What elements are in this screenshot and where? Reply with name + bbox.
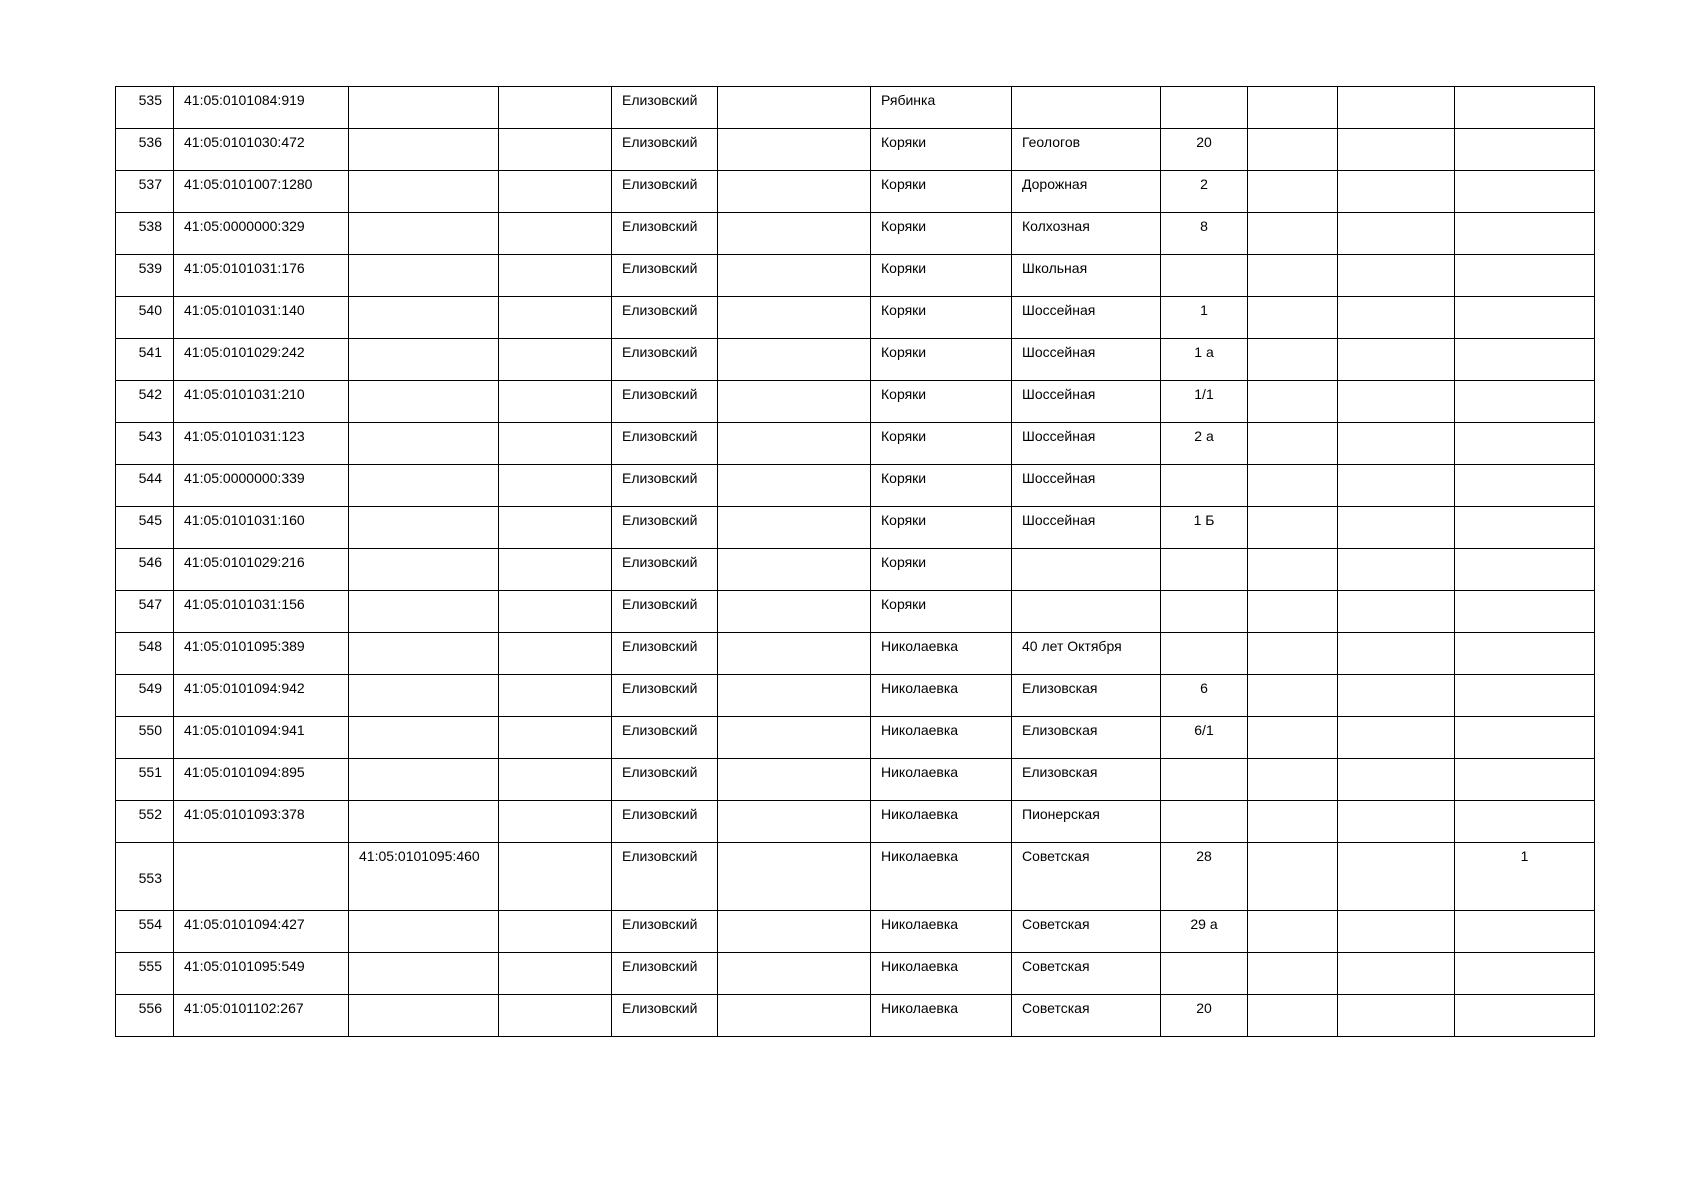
empty-cell — [718, 759, 871, 801]
empty-cell — [1338, 297, 1455, 339]
cadastral-alt-cell — [349, 465, 499, 507]
row-number-cell: 556 — [116, 995, 174, 1037]
cadastral-alt-cell — [349, 911, 499, 953]
empty-cell — [718, 465, 871, 507]
cadastral-alt-cell — [349, 129, 499, 171]
cadastral-alt-cell — [349, 423, 499, 465]
empty-cell — [1338, 465, 1455, 507]
empty-cell — [1248, 87, 1338, 129]
locality-cell: Коряки — [871, 465, 1012, 507]
house-number-cell — [1161, 87, 1248, 129]
count-cell — [1455, 87, 1595, 129]
empty-cell — [1248, 633, 1338, 675]
street-cell: 40 лет Октября — [1012, 633, 1161, 675]
empty-cell — [718, 297, 871, 339]
empty-cell — [718, 255, 871, 297]
empty-cell — [1248, 423, 1338, 465]
locality-cell: Николаевка — [871, 995, 1012, 1037]
district-cell: Елизовский — [612, 339, 718, 381]
street-cell: Советская — [1012, 953, 1161, 995]
table-row — [116, 633, 1595, 675]
empty-cell — [1338, 549, 1455, 591]
cadastral-alt-cell — [349, 801, 499, 843]
table-row — [116, 549, 1595, 591]
row-number-cell: 542 — [116, 381, 174, 423]
registry-table — [115, 86, 1595, 1037]
empty-cell — [718, 87, 871, 129]
locality-cell: Коряки — [871, 381, 1012, 423]
district-cell: Елизовский — [612, 843, 718, 911]
district-cell: Елизовский — [612, 213, 718, 255]
empty-cell — [1338, 129, 1455, 171]
street-cell: Шоссейная — [1012, 381, 1161, 423]
count-cell — [1455, 995, 1595, 1037]
count-cell — [1455, 255, 1595, 297]
empty-cell — [499, 381, 612, 423]
cadastral-alt-cell — [349, 381, 499, 423]
empty-cell — [1338, 591, 1455, 633]
count-cell — [1455, 465, 1595, 507]
district-cell: Елизовский — [612, 171, 718, 213]
table-row — [116, 911, 1595, 953]
house-number-cell — [1161, 549, 1248, 591]
locality-cell: Рябинка — [871, 87, 1012, 129]
empty-cell — [499, 549, 612, 591]
empty-cell — [1338, 801, 1455, 843]
cadastral-alt-cell — [349, 87, 499, 129]
district-cell: Елизовский — [612, 717, 718, 759]
house-number-cell — [1161, 633, 1248, 675]
locality-cell: Николаевка — [871, 843, 1012, 911]
empty-cell — [499, 843, 612, 911]
cadastral-number-cell: 41:05:0101007:1280 — [174, 171, 349, 213]
locality-cell: Коряки — [871, 591, 1012, 633]
empty-cell — [499, 995, 612, 1037]
empty-cell — [718, 717, 871, 759]
cadastral-number-cell: 41:05:0101095:549 — [174, 953, 349, 995]
empty-cell — [718, 911, 871, 953]
locality-cell: Коряки — [871, 213, 1012, 255]
cadastral-number-cell: 41:05:0101031:156 — [174, 591, 349, 633]
count-cell — [1455, 759, 1595, 801]
locality-cell: Коряки — [871, 255, 1012, 297]
empty-cell — [1338, 255, 1455, 297]
empty-cell — [718, 801, 871, 843]
empty-cell — [1338, 633, 1455, 675]
table-row — [116, 507, 1595, 549]
house-number-cell: 20 — [1161, 129, 1248, 171]
count-cell — [1455, 675, 1595, 717]
street-cell: Пионерская — [1012, 801, 1161, 843]
table-row — [116, 339, 1595, 381]
table-row — [116, 129, 1595, 171]
locality-cell: Николаевка — [871, 953, 1012, 995]
house-number-cell: 8 — [1161, 213, 1248, 255]
cadastral-number-cell: 41:05:0101029:216 — [174, 549, 349, 591]
row-number-cell: 539 — [116, 255, 174, 297]
district-cell: Елизовский — [612, 591, 718, 633]
row-number-cell: 535 — [116, 87, 174, 129]
cadastral-number-cell: 41:05:0101093:378 — [174, 801, 349, 843]
row-number-cell: 549 — [116, 675, 174, 717]
table-body — [116, 87, 1595, 1037]
table-row — [116, 843, 1595, 911]
district-cell: Елизовский — [612, 995, 718, 1037]
cadastral-alt-cell — [349, 213, 499, 255]
cadastral-number-cell: 41:05:0101030:472 — [174, 129, 349, 171]
empty-cell — [1248, 465, 1338, 507]
empty-cell — [499, 507, 612, 549]
table-row — [116, 423, 1595, 465]
empty-cell — [499, 633, 612, 675]
district-cell: Елизовский — [612, 507, 718, 549]
table-row — [116, 171, 1595, 213]
table-row — [116, 381, 1595, 423]
table-row — [116, 591, 1595, 633]
empty-cell — [1248, 759, 1338, 801]
table-row — [116, 759, 1595, 801]
empty-cell — [718, 339, 871, 381]
empty-cell — [1248, 953, 1338, 995]
cadastral-alt-cell — [349, 339, 499, 381]
locality-cell: Коряки — [871, 339, 1012, 381]
cadastral-number-cell: 41:05:0101031:176 — [174, 255, 349, 297]
district-cell: Елизовский — [612, 87, 718, 129]
cadastral-alt-cell — [349, 591, 499, 633]
house-number-cell: 20 — [1161, 995, 1248, 1037]
count-cell — [1455, 911, 1595, 953]
district-cell: Елизовский — [612, 381, 718, 423]
street-cell: Советская — [1012, 995, 1161, 1037]
street-cell: Шоссейная — [1012, 297, 1161, 339]
empty-cell — [499, 213, 612, 255]
empty-cell — [1338, 995, 1455, 1037]
empty-cell — [499, 255, 612, 297]
table-row — [116, 801, 1595, 843]
house-number-cell: 1/1 — [1161, 381, 1248, 423]
district-cell: Елизовский — [612, 675, 718, 717]
street-cell — [1012, 87, 1161, 129]
cadastral-number-cell: 41:05:0101084:919 — [174, 87, 349, 129]
empty-cell — [1338, 423, 1455, 465]
cadastral-alt-cell — [349, 255, 499, 297]
row-number-cell: 547 — [116, 591, 174, 633]
empty-cell — [499, 465, 612, 507]
table-row — [116, 717, 1595, 759]
empty-cell — [499, 171, 612, 213]
house-number-cell — [1161, 465, 1248, 507]
empty-cell — [1338, 759, 1455, 801]
empty-cell — [718, 129, 871, 171]
street-cell: Школьная — [1012, 255, 1161, 297]
empty-cell — [718, 549, 871, 591]
count-cell: 1 — [1455, 843, 1595, 911]
cadastral-alt-cell — [349, 717, 499, 759]
empty-cell — [1338, 171, 1455, 213]
table-row — [116, 213, 1595, 255]
locality-cell: Коряки — [871, 297, 1012, 339]
count-cell — [1455, 423, 1595, 465]
empty-cell — [499, 675, 612, 717]
count-cell — [1455, 297, 1595, 339]
row-number-cell: 551 — [116, 759, 174, 801]
district-cell: Елизовский — [612, 549, 718, 591]
empty-cell — [499, 297, 612, 339]
row-number-cell: 546 — [116, 549, 174, 591]
count-cell — [1455, 171, 1595, 213]
street-cell: Колхозная — [1012, 213, 1161, 255]
empty-cell — [499, 801, 612, 843]
house-number-cell — [1161, 591, 1248, 633]
empty-cell — [1338, 717, 1455, 759]
empty-cell — [1338, 507, 1455, 549]
row-number-cell: 548 — [116, 633, 174, 675]
locality-cell: Николаевка — [871, 911, 1012, 953]
table-row — [116, 675, 1595, 717]
street-cell: Советская — [1012, 843, 1161, 911]
district-cell: Елизовский — [612, 129, 718, 171]
house-number-cell: 2 — [1161, 171, 1248, 213]
cadastral-number-cell: 41:05:0101031:210 — [174, 381, 349, 423]
empty-cell — [718, 953, 871, 995]
street-cell — [1012, 549, 1161, 591]
count-cell — [1455, 339, 1595, 381]
empty-cell — [718, 213, 871, 255]
street-cell: Елизовская — [1012, 759, 1161, 801]
house-number-cell — [1161, 759, 1248, 801]
cadastral-alt-cell — [349, 759, 499, 801]
district-cell: Елизовский — [612, 953, 718, 995]
house-number-cell: 6 — [1161, 675, 1248, 717]
district-cell: Елизовский — [612, 759, 718, 801]
empty-cell — [1248, 591, 1338, 633]
street-cell: Елизовская — [1012, 675, 1161, 717]
row-number-cell: 537 — [116, 171, 174, 213]
cadastral-number-cell: 41:05:0000000:329 — [174, 213, 349, 255]
locality-cell: Николаевка — [871, 675, 1012, 717]
empty-cell — [1338, 339, 1455, 381]
row-number-cell: 553 — [116, 843, 174, 911]
district-cell: Елизовский — [612, 465, 718, 507]
cadastral-alt-cell — [349, 549, 499, 591]
house-number-cell: 1 Б — [1161, 507, 1248, 549]
house-number-cell: 1 а — [1161, 339, 1248, 381]
count-cell — [1455, 549, 1595, 591]
empty-cell — [718, 381, 871, 423]
count-cell — [1455, 633, 1595, 675]
district-cell: Елизовский — [612, 911, 718, 953]
table-row — [116, 953, 1595, 995]
house-number-cell: 6/1 — [1161, 717, 1248, 759]
count-cell — [1455, 213, 1595, 255]
row-number-cell: 552 — [116, 801, 174, 843]
row-number-cell: 536 — [116, 129, 174, 171]
cadastral-number-cell: 41:05:0101094:941 — [174, 717, 349, 759]
empty-cell — [1338, 843, 1455, 911]
count-cell — [1455, 507, 1595, 549]
empty-cell — [1338, 87, 1455, 129]
empty-cell — [718, 843, 871, 911]
empty-cell — [499, 591, 612, 633]
empty-cell — [1248, 675, 1338, 717]
house-number-cell: 1 — [1161, 297, 1248, 339]
house-number-cell: 2 а — [1161, 423, 1248, 465]
empty-cell — [1248, 339, 1338, 381]
district-cell: Елизовский — [612, 801, 718, 843]
cadastral-number-cell: 41:05:0101094:895 — [174, 759, 349, 801]
cadastral-number-cell — [174, 843, 349, 911]
table-row — [116, 995, 1595, 1037]
street-cell: Дорожная — [1012, 171, 1161, 213]
locality-cell: Николаевка — [871, 759, 1012, 801]
empty-cell — [718, 591, 871, 633]
cadastral-number-cell: 41:05:0101102:267 — [174, 995, 349, 1037]
count-cell — [1455, 129, 1595, 171]
empty-cell — [718, 633, 871, 675]
cadastral-number-cell: 41:05:0101095:389 — [174, 633, 349, 675]
district-cell: Елизовский — [612, 633, 718, 675]
empty-cell — [1248, 717, 1338, 759]
row-number-cell: 544 — [116, 465, 174, 507]
locality-cell: Николаевка — [871, 633, 1012, 675]
row-number-cell: 540 — [116, 297, 174, 339]
cadastral-number-cell: 41:05:0101094:942 — [174, 675, 349, 717]
empty-cell — [718, 507, 871, 549]
locality-cell: Коряки — [871, 549, 1012, 591]
empty-cell — [1248, 549, 1338, 591]
empty-cell — [1248, 129, 1338, 171]
empty-cell — [1248, 801, 1338, 843]
empty-cell — [1248, 911, 1338, 953]
cadastral-alt-cell: 41:05:0101095:460 — [349, 843, 499, 911]
row-number-cell: 538 — [116, 213, 174, 255]
cadastral-number-cell: 41:05:0101031:123 — [174, 423, 349, 465]
house-number-cell — [1161, 953, 1248, 995]
empty-cell — [1338, 911, 1455, 953]
table-row — [116, 297, 1595, 339]
cadastral-alt-cell — [349, 633, 499, 675]
district-cell: Елизовский — [612, 297, 718, 339]
cadastral-alt-cell — [349, 995, 499, 1037]
cadastral-alt-cell — [349, 297, 499, 339]
district-cell: Елизовский — [612, 255, 718, 297]
row-number-cell: 555 — [116, 953, 174, 995]
empty-cell — [718, 675, 871, 717]
cadastral-alt-cell — [349, 675, 499, 717]
district-cell: Елизовский — [612, 423, 718, 465]
locality-cell: Николаевка — [871, 717, 1012, 759]
cadastral-number-cell: 41:05:0101029:242 — [174, 339, 349, 381]
locality-cell: Коряки — [871, 171, 1012, 213]
empty-cell — [499, 423, 612, 465]
table-row — [116, 255, 1595, 297]
row-number-cell: 554 — [116, 911, 174, 953]
house-number-cell — [1161, 255, 1248, 297]
cadastral-alt-cell — [349, 171, 499, 213]
empty-cell — [718, 995, 871, 1037]
empty-cell — [1248, 507, 1338, 549]
house-number-cell: 29 а — [1161, 911, 1248, 953]
empty-cell — [1248, 381, 1338, 423]
empty-cell — [1248, 171, 1338, 213]
empty-cell — [1248, 995, 1338, 1037]
row-number-cell: 545 — [116, 507, 174, 549]
house-number-cell: 28 — [1161, 843, 1248, 911]
table-row — [116, 465, 1595, 507]
empty-cell — [499, 953, 612, 995]
locality-cell: Коряки — [871, 423, 1012, 465]
street-cell: Елизовская — [1012, 717, 1161, 759]
empty-cell — [1338, 953, 1455, 995]
count-cell — [1455, 953, 1595, 995]
empty-cell — [718, 423, 871, 465]
empty-cell — [499, 129, 612, 171]
locality-cell: Коряки — [871, 507, 1012, 549]
cadastral-alt-cell — [349, 953, 499, 995]
street-cell: Советская — [1012, 911, 1161, 953]
count-cell — [1455, 591, 1595, 633]
table-row — [116, 87, 1595, 129]
cadastral-number-cell: 41:05:0101031:160 — [174, 507, 349, 549]
street-cell — [1012, 591, 1161, 633]
empty-cell — [499, 339, 612, 381]
street-cell: Шоссейная — [1012, 423, 1161, 465]
count-cell — [1455, 381, 1595, 423]
row-number-cell: 550 — [116, 717, 174, 759]
street-cell: Шоссейная — [1012, 507, 1161, 549]
cadastral-number-cell: 41:05:0101031:140 — [174, 297, 349, 339]
street-cell: Геологов — [1012, 129, 1161, 171]
empty-cell — [1248, 297, 1338, 339]
street-cell: Шоссейная — [1012, 339, 1161, 381]
cadastral-number-cell: 41:05:0000000:339 — [174, 465, 349, 507]
count-cell — [1455, 717, 1595, 759]
street-cell: Шоссейная — [1012, 465, 1161, 507]
cadastral-alt-cell — [349, 507, 499, 549]
row-number-cell: 541 — [116, 339, 174, 381]
empty-cell — [718, 171, 871, 213]
row-number-cell: 543 — [116, 423, 174, 465]
house-number-cell — [1161, 801, 1248, 843]
empty-cell — [1338, 381, 1455, 423]
locality-cell: Коряки — [871, 129, 1012, 171]
cadastral-number-cell: 41:05:0101094:427 — [174, 911, 349, 953]
empty-cell — [1248, 255, 1338, 297]
empty-cell — [1248, 843, 1338, 911]
empty-cell — [499, 87, 612, 129]
locality-cell: Николаевка — [871, 801, 1012, 843]
count-cell — [1455, 801, 1595, 843]
empty-cell — [1338, 213, 1455, 255]
empty-cell — [1248, 213, 1338, 255]
empty-cell — [499, 911, 612, 953]
empty-cell — [499, 717, 612, 759]
empty-cell — [499, 759, 612, 801]
empty-cell — [1338, 675, 1455, 717]
